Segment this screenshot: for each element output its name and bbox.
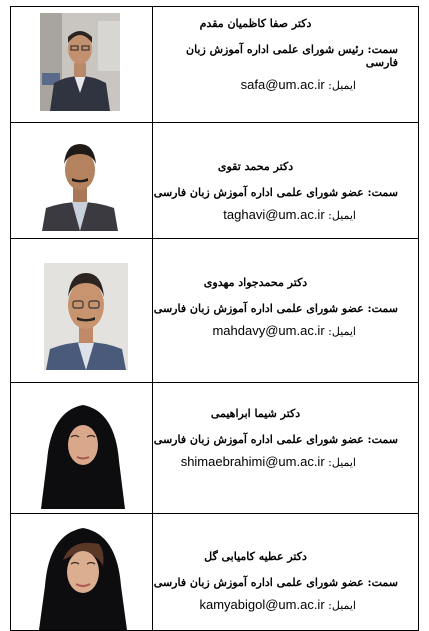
person-name: دکتر محمدجواد مهدوی	[203, 276, 308, 289]
photo-cell	[11, 7, 153, 122]
email-label: ایمیل:	[328, 79, 356, 92]
person-role: سمت: عضو شورای علمی اداره آموزش زبان فارسی	[153, 576, 398, 589]
table-row	[10, 383, 419, 514]
portrait-photo-man-glasses	[44, 263, 128, 370]
email-link[interactable]: mahdavy@um.ac.ir	[212, 323, 325, 338]
email-line	[153, 207, 356, 222]
person-role: سمت: رئیس شورای علمی اداره آموزش زبان فارسی	[185, 43, 398, 69]
portrait-photo-woman-hijab	[37, 391, 129, 509]
info-cell	[153, 383, 418, 513]
person-name: دکتر عطیه کامیابی گل	[204, 550, 307, 563]
person-name: دکتر محمد تقوی	[217, 160, 294, 173]
info-cell	[153, 239, 418, 382]
email-line	[153, 597, 356, 612]
email-line	[153, 454, 356, 469]
portrait-photo-man-glasses-office	[40, 13, 120, 111]
email-line	[153, 323, 356, 338]
photo-cell	[11, 383, 153, 513]
email-label: ایمیل:	[328, 599, 356, 612]
email-line	[153, 77, 356, 92]
portrait-photo-man-mustache	[40, 138, 120, 231]
table-row	[10, 122, 419, 239]
email-label: ایمیل:	[328, 325, 356, 338]
table-row	[10, 6, 419, 123]
person-role: سمت: عضو شورای علمی اداره آموزش زبان فارسی	[153, 302, 398, 315]
email-label: ایمیل:	[328, 209, 356, 222]
person-name: دکتر شیما ابراهیمی	[210, 407, 301, 420]
table-row	[10, 239, 419, 383]
person-role: سمت: عضو شورای علمی اداره آموزش زبان فارسی	[153, 186, 398, 199]
info-cell	[153, 122, 418, 238]
email-link[interactable]: kamyabigol@um.ac.ir	[199, 597, 325, 612]
photo-cell	[11, 514, 153, 630]
email-label: ایمیل:	[328, 456, 356, 469]
person-name: دکتر صفا کاظمیان مقدم	[199, 17, 312, 30]
table-row	[10, 514, 419, 631]
portrait-photo-woman-hijab	[35, 520, 131, 630]
info-cell	[153, 514, 418, 630]
person-role: سمت: عضو شورای علمی اداره آموزش زبان فارسی	[153, 433, 398, 446]
photo-cell	[11, 122, 153, 238]
email-link[interactable]: shimaebrahimi@um.ac.ir	[180, 454, 325, 469]
email-link[interactable]: safa@um.ac.ir	[240, 77, 325, 92]
email-link[interactable]: taghavi@um.ac.ir	[223, 207, 325, 222]
photo-cell	[11, 239, 153, 382]
info-cell	[153, 7, 418, 122]
